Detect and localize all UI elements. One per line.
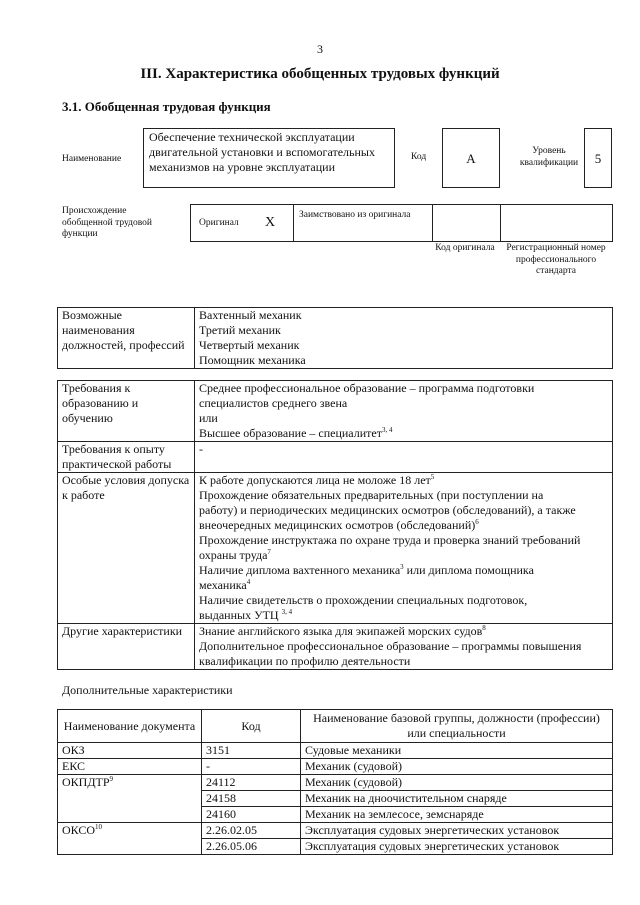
positions-label: Возможные наименования должностей, профессий xyxy=(58,308,195,369)
row-doc: ОКЗ xyxy=(62,743,85,757)
requirement-value xyxy=(195,473,613,624)
requirement-value xyxy=(195,442,613,473)
text-line: - xyxy=(199,442,203,456)
footnote-ref: 3 xyxy=(400,563,404,571)
section-title: III. Характеристика обобщенных трудовых функций xyxy=(140,66,500,82)
level-value-box xyxy=(584,128,612,188)
row-doc: ЕКС xyxy=(62,759,86,773)
original-mark: X xyxy=(265,215,276,230)
text-line: охраны труда xyxy=(199,548,268,562)
table-row xyxy=(58,807,613,823)
header-code: Код xyxy=(202,710,301,743)
list-item: Помощник механика xyxy=(199,353,306,367)
requirement-label: Другие характеристики xyxy=(58,624,195,670)
text-line: специалистов среднего звена xyxy=(199,396,348,410)
table-row xyxy=(58,839,613,855)
origin-box xyxy=(190,204,613,242)
footnote-ref: 9 xyxy=(109,775,114,783)
text-line: Дополнительное профессиональное образование – программы повышения xyxy=(199,639,582,653)
row-doc: ОКПДТР xyxy=(62,775,110,789)
header-name: Наименование базовой группы, должности (профессии) или специальности xyxy=(301,710,613,743)
requirements-table xyxy=(57,380,613,670)
row-name: Механик (судовой) xyxy=(301,759,613,775)
divider xyxy=(500,205,501,241)
text-line: Прохождение инструктажа по охране труда и проверка знаний требований xyxy=(199,533,581,547)
table-row xyxy=(58,743,613,759)
text-line: Знание английского языка для экипажей морских судов xyxy=(199,624,483,638)
footnote-ref: 3, 4 xyxy=(281,608,293,616)
row-name: Эксплуатация судовых энергетических установок xyxy=(301,823,613,839)
level-label: Уровень квалификации xyxy=(519,146,579,168)
code-value: А xyxy=(466,151,476,166)
footnote-ref: 7 xyxy=(267,548,271,556)
row-code: 3151 xyxy=(202,743,301,759)
list-item: Четвертый механик xyxy=(199,338,300,352)
code-original-caption: Код оригинала xyxy=(435,243,495,253)
name-label: Наименование xyxy=(62,154,122,164)
text-line: квалификации по профилю деятельности xyxy=(199,654,411,668)
positions-table xyxy=(57,307,613,369)
row-code: 24112 xyxy=(202,775,301,791)
text-line: Наличие диплома вахтенного механика xyxy=(199,563,401,577)
reg-number-caption: Регистрационный номер профессионального стандарта xyxy=(506,243,606,276)
text-line: внеочередных медицинских осмотров (обследований) xyxy=(199,518,476,532)
text-line: Высшее образование – специалитет xyxy=(199,426,382,440)
subsection-title: 3.1. Обобщенная трудовая функция xyxy=(62,99,271,114)
footnote-ref: 10 xyxy=(95,823,103,831)
page-number: 3 xyxy=(317,42,323,56)
text-line: или диплома помощника xyxy=(403,563,534,577)
row-name: Эксплуатация судовых энергетических установок xyxy=(301,839,613,855)
text-line: Наличие свидетельств о прохождении специальных подготовок, xyxy=(199,593,528,607)
text-line: Среднее профессиональное образование – программа подготовки xyxy=(199,381,535,395)
footnote-ref: 5 xyxy=(430,473,435,481)
table-row xyxy=(58,823,613,839)
table-row xyxy=(58,759,613,775)
table-row xyxy=(58,775,613,791)
requirement-value xyxy=(195,624,613,670)
row-code: 2.26.02.05 xyxy=(202,823,301,839)
table-row xyxy=(58,791,613,807)
original-label: Оригинал xyxy=(199,218,239,228)
requirement-label: Требования к опыту практической работы xyxy=(58,442,195,473)
requirement-value xyxy=(195,381,613,442)
footnote-ref: 6 xyxy=(475,518,479,526)
text-line: выданных УТЦ xyxy=(199,608,279,622)
text-line: К работе допускаются лица не моложе 18 лет xyxy=(199,473,431,487)
row-name: Механик на землесосе, земснаряде xyxy=(301,807,613,823)
footnote-ref: 3, 4 xyxy=(381,426,393,434)
footnote-ref: 4 xyxy=(246,578,251,586)
text-line: или xyxy=(199,411,218,425)
code-label: Код xyxy=(411,152,427,162)
code-value-box xyxy=(442,128,500,188)
row-name: Механик на дноочистительном снаряде xyxy=(301,791,613,807)
row-name: Механик (судовой) xyxy=(301,775,613,791)
divider xyxy=(293,205,294,241)
origin-label: Происхождение обобщенной трудовой функции xyxy=(62,206,152,239)
function-name-box xyxy=(143,128,395,188)
row-code: - xyxy=(202,759,301,775)
list-item: Третий механик xyxy=(199,323,281,337)
text-line: Прохождение обязательных предварительных (при поступлении на xyxy=(199,488,544,502)
row-code: 24158 xyxy=(202,791,301,807)
additional-title: Дополнительные характеристики xyxy=(62,683,233,697)
row-doc: ОКСО xyxy=(62,823,96,837)
divider xyxy=(432,205,433,241)
level-value: 5 xyxy=(594,151,602,166)
text-line: механика xyxy=(199,578,247,592)
row-name: Судовые механики xyxy=(301,743,613,759)
header-doc: Наименование документа xyxy=(58,710,202,743)
additional-table xyxy=(57,709,613,855)
requirement-label: Требования к образованию и обучению xyxy=(58,381,195,442)
row-code: 2.26.05.06 xyxy=(202,839,301,855)
list-item: Вахтенный механик xyxy=(199,308,302,322)
positions-list xyxy=(195,308,613,369)
footnote-ref: 8 xyxy=(482,624,486,632)
row-code: 24160 xyxy=(202,807,301,823)
function-name-value: Обеспечение технической эксплуатации двигательной установки и вспомогательных механизмов на уровне эксплуатации xyxy=(149,130,375,174)
requirement-label: Особые условия допуска к работе xyxy=(58,473,195,624)
borrowed-label: Заимствовано из оригинала xyxy=(299,210,411,220)
text-line: работу) и периодических медицинских осмотров (обследований), а также xyxy=(199,503,576,517)
